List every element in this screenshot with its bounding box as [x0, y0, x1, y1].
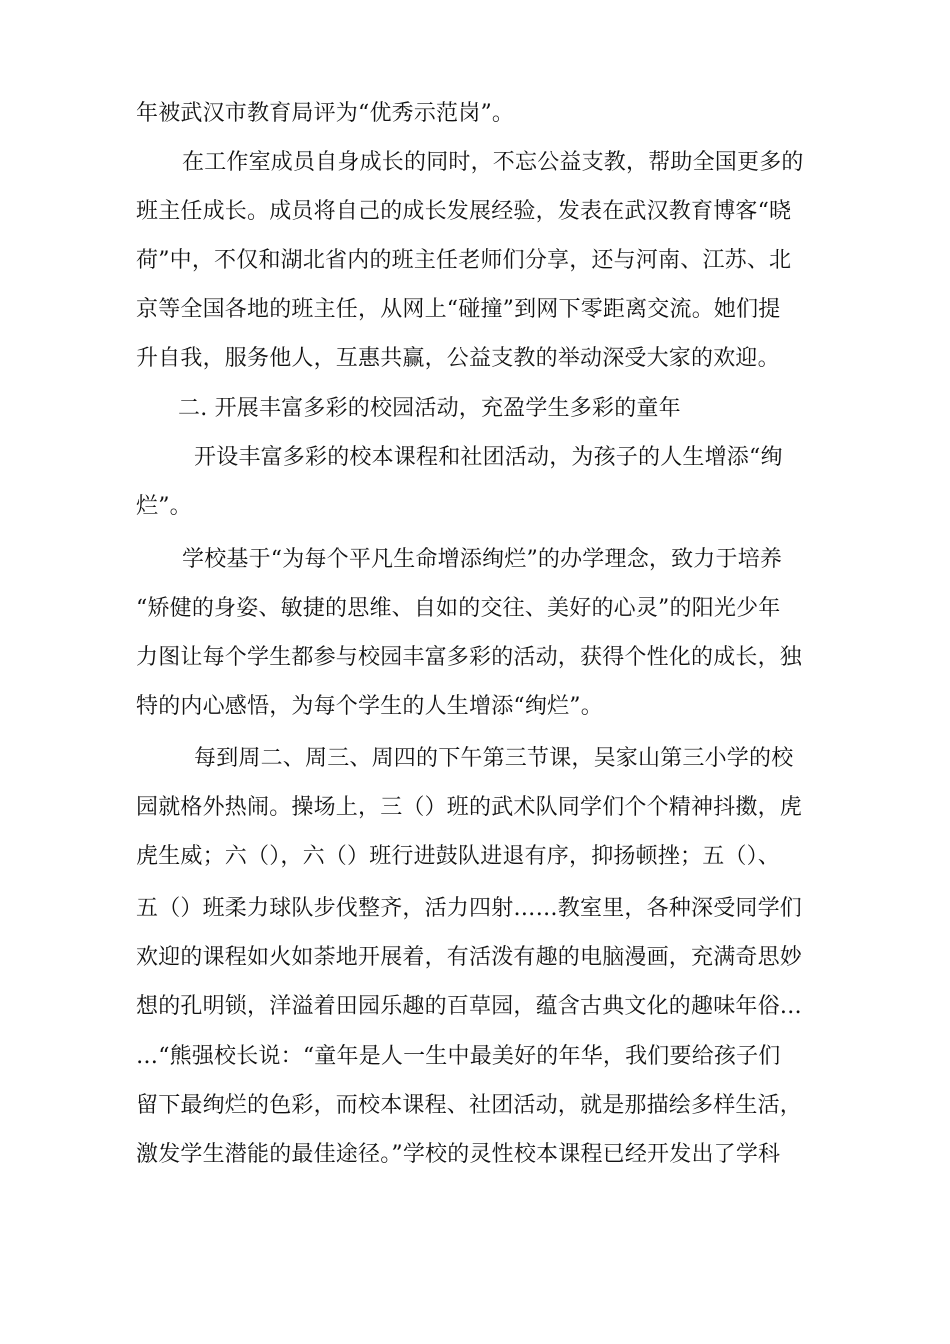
text-line: 欢迎的课程如火如荼地开展着，有活泼有趣的电脑漫画，充满奇思妙: [136, 945, 803, 970]
section-heading: 二. 开展丰富多彩的校园活动，充盈学生多彩的童年: [178, 396, 681, 421]
text-line: 虎生威；六（），六（）班行进鼓队进退有序，抑扬顿挫；五（）、: [136, 844, 781, 869]
text-line: 在工作室成员自身成长的同时，不忘公益支教，帮助全国更多的: [182, 150, 804, 175]
text-line: 留下最绚烂的色彩，而校本课程、社团活动，就是那描绘多样生活，: [136, 1093, 803, 1118]
text-line: 激发学生潜能的最佳途径。”学校的灵性校本课程已经开发出了学科: [136, 1142, 781, 1167]
text-line: 升自我，服务他人，互惠共赢，公益支教的举动深受大家的欢迎。: [136, 346, 780, 371]
text-line: 五（）班柔力球队步伐整齐，活力四射……教室里，各种深受同学们: [136, 896, 803, 921]
text-line: 班主任成长。成员将自己的成长发展经验，发表在武汉教育博客“晓: [136, 199, 792, 224]
text-line: 特的内心感悟，为每个学生的人生增添“绚烂”。: [136, 694, 603, 719]
text-line: “矫健的身姿、敏捷的思维、自如的交往、美好的心灵”的阳光少年: [136, 596, 781, 621]
text-line: 京等全国各地的班主任，从网上“碰撞”到网下零距离交流。她们提: [136, 297, 781, 322]
text-line: …“熊强校长说：“童年是人一生中最美好的年华，我们要给孩子们: [136, 1044, 781, 1069]
text-line: 开设丰富多彩的校本课程和社团活动，为孩子的人生增添“绚: [194, 445, 783, 470]
text-line: 烂”。: [136, 494, 192, 519]
text-line: 每到周二、周三、周四的下午第三节课，吴家山第三小学的校: [194, 746, 794, 771]
text-line: 荷”中，不仅和湖北省内的班主任老师们分享，还与河南、江苏、北: [136, 248, 792, 273]
text-line: 园就格外热闹。操场上，三（）班的武术队同学们个个精神抖擞，虎: [136, 795, 803, 820]
text-line: 年被武汉市教育局评为“优秀示范岗”。: [136, 101, 515, 126]
text-line: 学校基于“为每个平凡生命增添绚烂”的办学理念，致力于培养: [182, 547, 783, 572]
text-line: 力图让每个学生都参与校园丰富多彩的活动，获得个性化的成长，独: [136, 645, 803, 670]
text-line: 想的孔明锁，洋溢着田园乐趣的百草园，蕴含古典文化的趣味年俗…: [136, 994, 803, 1019]
